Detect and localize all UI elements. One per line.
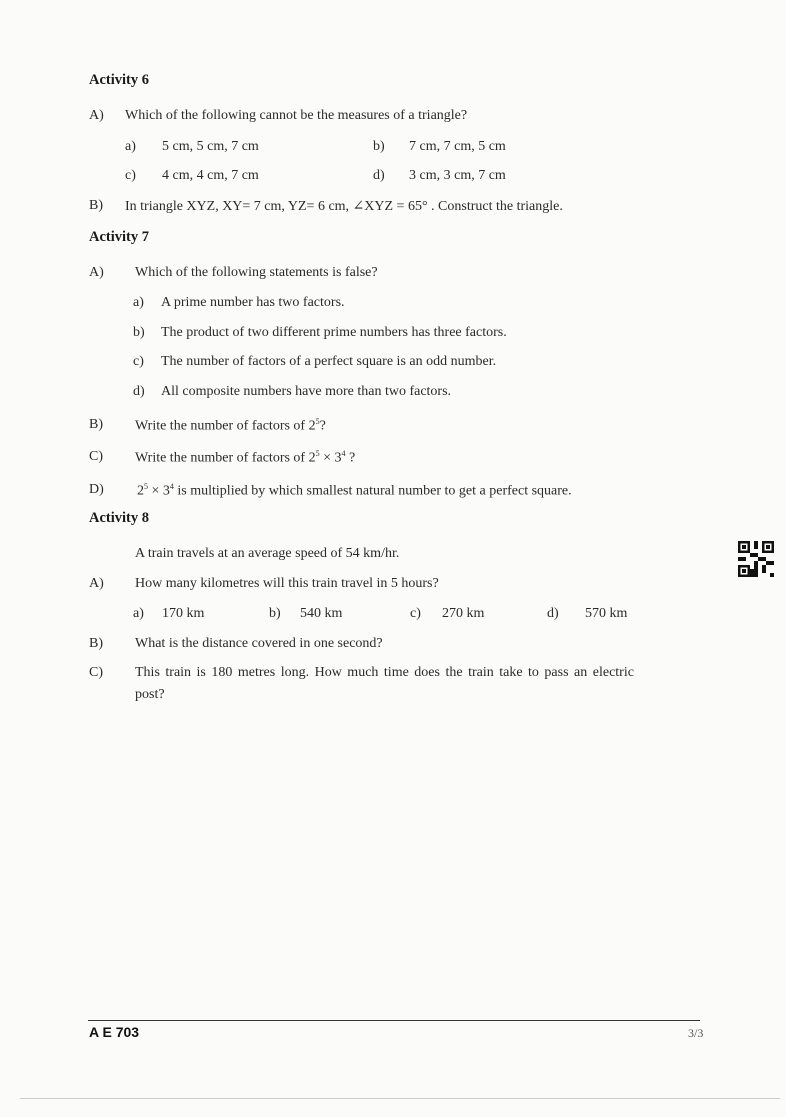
a6-b-question: In triangle XYZ, XY= 7 cm, YZ= 6 cm, ∠XYZ = 65° . Construct the triangle. — [125, 199, 563, 214]
a8-opt-c: 270 km — [442, 606, 485, 621]
a6-opt-c: 4 cm, 4 cm, 7 cm — [162, 168, 259, 183]
a6-opt-d-label: d) — [373, 168, 385, 183]
a7-d-label: D) — [89, 482, 104, 497]
a8-c-label: C) — [89, 665, 103, 680]
a8-c-question-line1: This train is 180 metres long. How much time does the train take to pass an electric — [135, 665, 634, 680]
a6-opt-b-label: b) — [373, 139, 385, 154]
a8-opt-a: 170 km — [162, 606, 205, 621]
a6-opt-a-label: a) — [125, 139, 136, 154]
a8-opt-a-label: a) — [133, 606, 144, 621]
a8-opt-b: 540 km — [300, 606, 343, 621]
scan-edge — [20, 1098, 780, 1099]
a7-opt-a-label: a) — [133, 295, 144, 310]
a7-b-label: B) — [89, 417, 103, 432]
a6-opt-a: 5 cm, 5 cm, 7 cm — [162, 139, 259, 154]
a7-d-question: $2^5 \times 3^4$ is multiplied by which smallest natural number to get a perfect square. — [137, 482, 572, 499]
a8-a-question: How many kilometres will this train travel in 5 hours? — [135, 576, 439, 591]
activity-6-title: Activity 6 — [89, 72, 149, 88]
a6-b-label: B) — [89, 198, 103, 213]
a8-opt-d-label: d) — [547, 606, 559, 621]
footer-divider — [88, 1020, 700, 1021]
a7-opt-c: The number of factors of a perfect square is an odd number. — [161, 354, 497, 369]
a6-a-question: Which of the following cannot be the measures of a triangle? — [125, 108, 468, 123]
a7-c-label: C) — [89, 449, 103, 464]
a8-b-question: What is the distance covered in one second? — [135, 636, 383, 651]
a7-opt-b: The product of two different prime numbers has three factors. — [161, 325, 507, 340]
a7-c-question: Write the number of factors of $2^5 \times 3^4$ ? — [135, 449, 356, 466]
a7-opt-d-label: d) — [133, 384, 145, 399]
a7-a-question: Which of the following statements is false? — [135, 265, 378, 280]
a6-opt-b: 7 cm, 7 cm, 5 cm — [409, 139, 506, 154]
a8-intro: A train travels at an average speed of 54 km/hr. — [135, 546, 400, 561]
page-number: 3/3 — [688, 1026, 704, 1040]
qr-code — [738, 541, 774, 577]
a7-a-label: A) — [89, 265, 104, 280]
a6-a-label: A) — [89, 108, 104, 123]
a8-opt-d: 570 km — [585, 606, 628, 621]
a7-opt-c-label: c) — [133, 354, 144, 369]
a7-opt-a: A prime number has two factors. — [161, 295, 345, 310]
a6-opt-d: 3 cm, 3 cm, 7 cm — [409, 168, 506, 183]
a7-opt-b-label: b) — [133, 325, 145, 340]
a8-c-question-line2: post? — [135, 687, 165, 702]
a8-b-label: B) — [89, 636, 103, 651]
a7-opt-d: All composite numbers have more than two factors. — [161, 384, 452, 399]
activity-8-title: Activity 8 — [89, 510, 149, 526]
a8-opt-c-label: c) — [410, 606, 421, 621]
a8-a-label: A) — [89, 576, 104, 591]
paper-code: A E 703 — [89, 1024, 140, 1040]
a8-opt-b-label: b) — [269, 606, 281, 621]
activity-7-title: Activity 7 — [89, 229, 149, 245]
a7-b-question: Write the number of factors of $2^5$? — [135, 417, 326, 434]
a6-opt-c-label: c) — [125, 168, 136, 183]
